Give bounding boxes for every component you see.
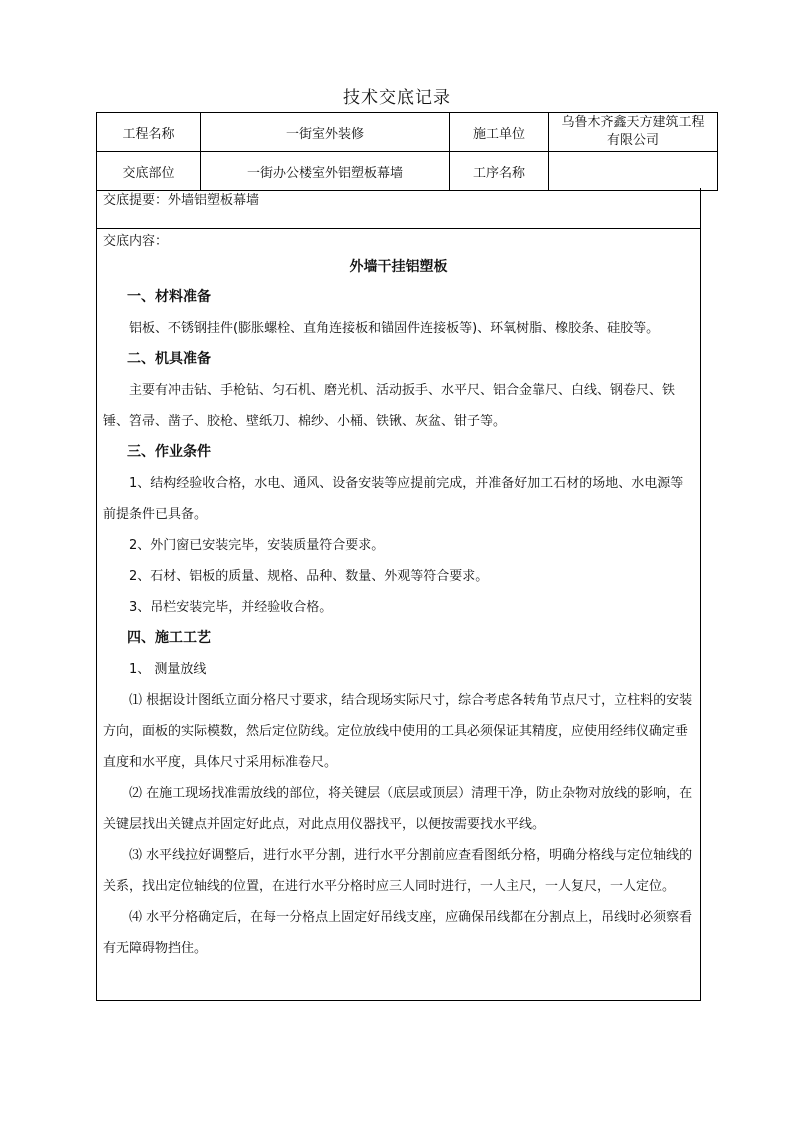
paragraph: 1、结构经验收合格，水电、通风、设备安装等应提前完成，并准备好加工石材的场地、水电源等前提条件已具备。 xyxy=(103,476,684,522)
construction-unit-line-2: 有限公司 xyxy=(606,133,659,148)
document-title: 技术交底记录 xyxy=(343,88,451,108)
briefing-summary: 交底提要：外墙铝塑板幕墙 xyxy=(96,188,701,229)
paragraph: 铝板、不锈钢挂件(膨胀螺栓、直角连接板和锚固件连接板等)、环氧树脂、橡胶条、硅胶等。 xyxy=(129,321,660,336)
process-name-value xyxy=(549,152,718,191)
paragraph: 2、石材、铝板的质量、规格、品种、数量、外观等符合要求。 xyxy=(129,569,489,584)
header-table xyxy=(96,112,718,191)
briefing-location-label: 交底部位 xyxy=(97,152,201,191)
project-name-label: 工程名称 xyxy=(97,113,201,152)
paragraph: 主要有冲击钻、手枪钻、匀石机、磨光机、活动扳手、水平尺、铝合金靠尺、白线、钢卷尺、铁锤、笤帚、凿子、胶枪、壁纸刀、棉纱、小桶、铁锹、灰盆、钳子等。 xyxy=(103,383,676,429)
construction-unit-value xyxy=(549,113,718,152)
section-heading-conditions: 三、作业条件 xyxy=(127,444,211,460)
paragraph: ⑵ 在施工现场找准需放线的部位，将关键层（底层或顶层）清理干净，防止杂物对放线的影响，在关键层找出关键点并固定好此点，对此点用仪器找平，以便按需要找水平线。 xyxy=(103,786,693,832)
paragraph: 3、吊栏安装完毕，并经验收合格。 xyxy=(129,600,333,615)
content-title: 外墙干挂铝塑板 xyxy=(349,259,448,275)
briefing-content xyxy=(96,228,701,1001)
construction-unit-label: 施工单位 xyxy=(450,113,549,152)
paragraph: ⑴ 根据设计图纸立面分格尺寸要求，结合现场实际尺寸，综合考虑各转角节点尺寸，立柱料的安装方向，面板的实际模数，然后定位防线。定位放线中使用的工具必须保证其精度，应使用经纬仪确定垂直度和水平度，具体尺寸采用标准卷尺。 xyxy=(103,693,693,770)
paragraph: ⑶ 水平线拉好调整后，进行水平分割，进行水平分割前应查看图纸分格，明确分格线与定位轴线的关系，找出定位轴线的位置，在进行水平分格时应三人同时进行，一人主尺，一人复尺，一人定位。 xyxy=(103,848,693,894)
header-row-1 xyxy=(97,113,718,152)
content-label: 交底内容： xyxy=(103,234,169,249)
process-name-label: 工序名称 xyxy=(450,152,549,191)
project-name-value: 一街室外装修 xyxy=(201,113,450,152)
subheading: 1、 测量放线 xyxy=(129,662,207,677)
section-heading-process: 四、施工工艺 xyxy=(127,630,211,646)
header-row-2 xyxy=(97,152,718,191)
paragraph: 2、外门窗已安装完毕，安装质量符合要求。 xyxy=(129,538,385,553)
section-heading-materials: 一、材料准备 xyxy=(127,289,211,305)
paragraph: ⑷ 水平分格确定后，在每一分格点上固定好吊线支座，应确保吊线都在分割点上，吊线时必须察看有无障碍物挡住。 xyxy=(103,910,693,956)
briefing-location-value: 一街办公楼室外铝塑板幕墙 xyxy=(201,152,450,191)
section-heading-tools: 二、机具准备 xyxy=(127,351,211,367)
construction-unit-line-1: 乌鲁木齐鑫天方建筑工程 xyxy=(561,115,705,130)
